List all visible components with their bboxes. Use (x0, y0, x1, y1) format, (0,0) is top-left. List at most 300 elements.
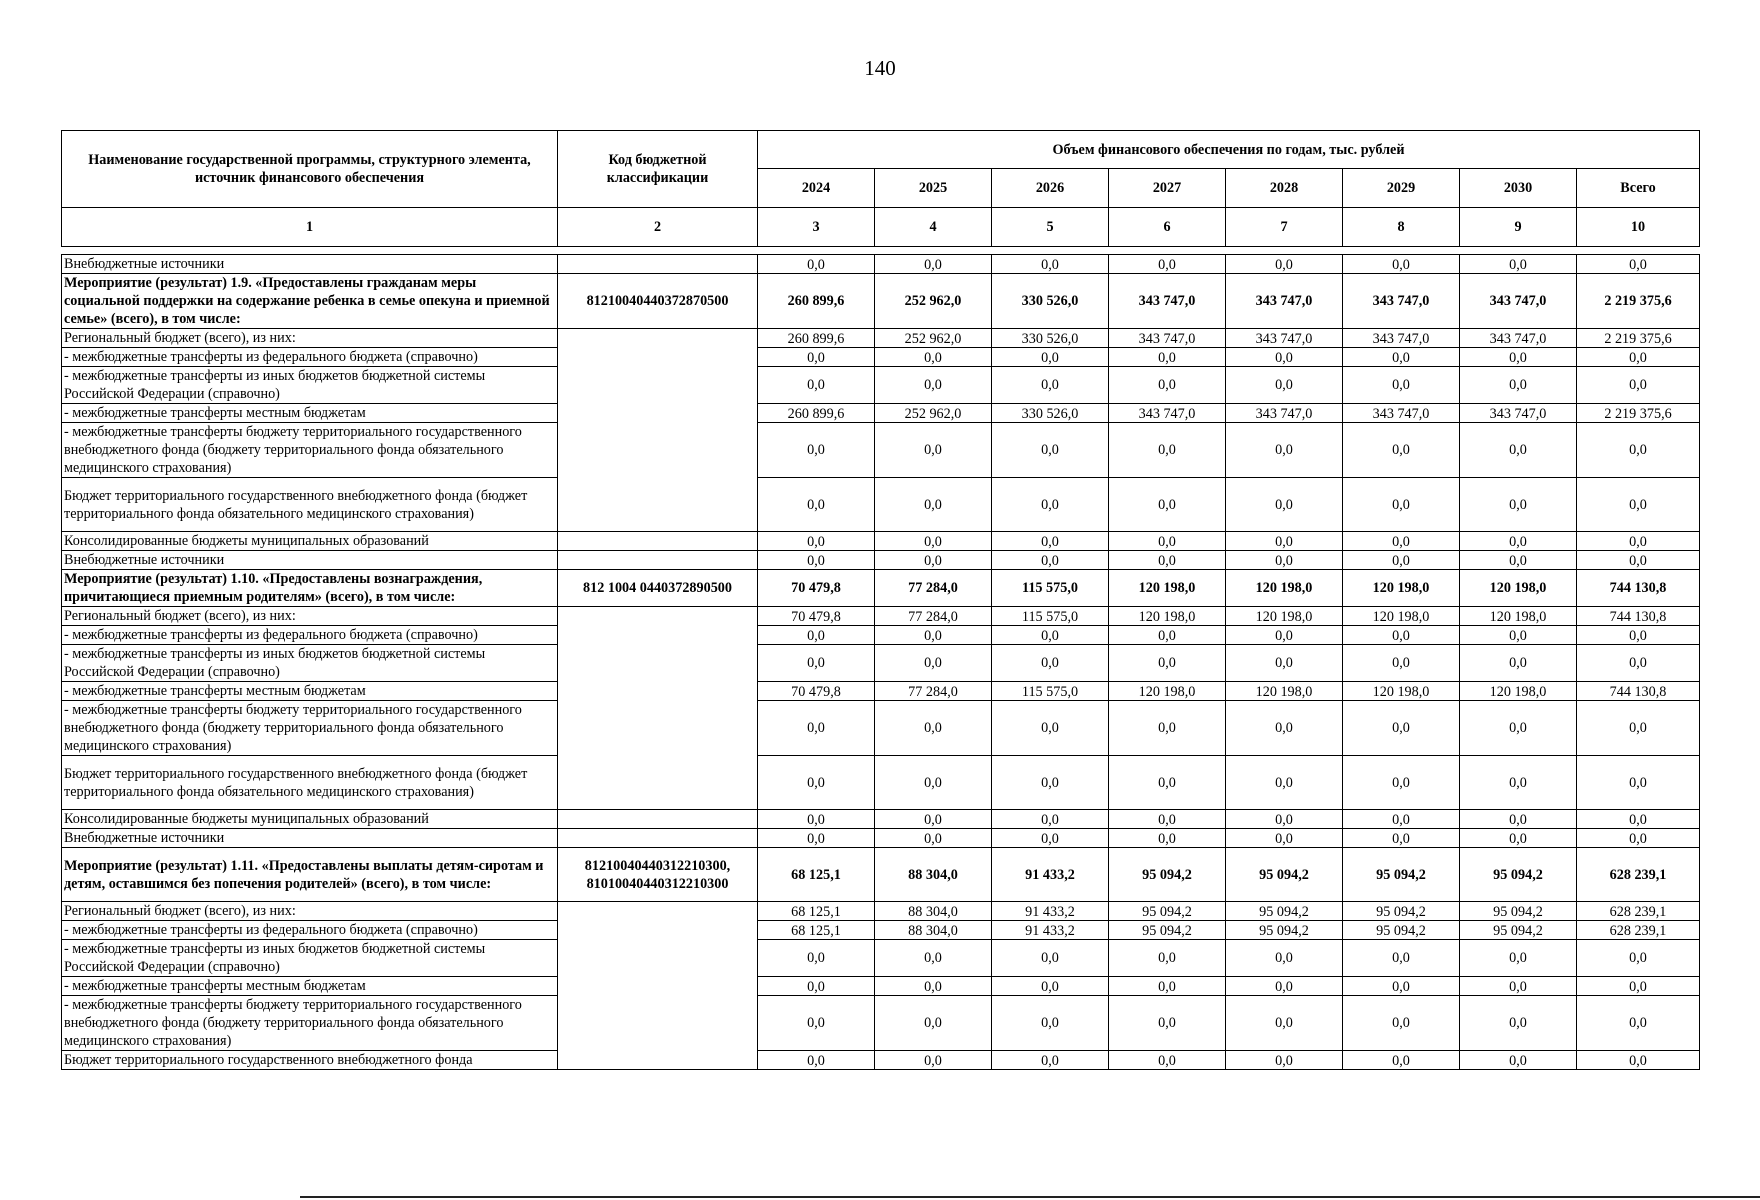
row-value: 343 747,0 (1109, 274, 1226, 329)
row-value: 744 130,8 (1577, 607, 1700, 626)
row-value: 0,0 (1109, 255, 1226, 274)
row-value: 343 747,0 (1343, 404, 1460, 423)
row-value: 0,0 (1343, 478, 1460, 532)
row-value: 0,0 (1343, 255, 1460, 274)
row-name: - межбюджетные трансферты из федерального бюджета (справочно) (62, 626, 558, 645)
row-value: 0,0 (1577, 255, 1700, 274)
row-name: Бюджет территориального государственного внебюджетного фонда (62, 1051, 558, 1070)
row-code (558, 404, 758, 423)
header-volume: Объем финансового обеспечения по годам, тыс. рублей (758, 131, 1700, 169)
row-value: 77 284,0 (875, 607, 992, 626)
row-value: 70 479,8 (758, 570, 875, 607)
row-value: 0,0 (1577, 756, 1700, 810)
table-row (62, 255, 1700, 274)
row-value: 330 526,0 (992, 404, 1109, 423)
row-value: 628 239,1 (1577, 848, 1700, 902)
header-col-number: 4 (875, 208, 992, 247)
row-value: 0,0 (875, 423, 992, 478)
row-name: - межбюджетные трансферты из иных бюджетов бюджетной системы Российской Федерации (справочно) (62, 940, 558, 977)
row-value: 0,0 (1460, 645, 1577, 682)
header-col-number: 7 (1226, 208, 1343, 247)
row-value: 0,0 (758, 423, 875, 478)
row-value: 0,0 (1226, 977, 1343, 996)
row-value: 0,0 (758, 1051, 875, 1070)
row-name: Мероприятие (результат) 1.10. «Предоставлены вознаграждения, причитающиеся приемным родителям» (всего), в том числе: (62, 570, 558, 607)
row-value: 0,0 (875, 348, 992, 367)
row-value: 0,0 (1460, 940, 1577, 977)
row-value: 0,0 (1226, 255, 1343, 274)
table-row (62, 607, 1700, 626)
row-value: 252 962,0 (875, 404, 992, 423)
row-code (558, 551, 758, 570)
row-value: 120 198,0 (1226, 607, 1343, 626)
row-value: 120 198,0 (1109, 607, 1226, 626)
header-col-number: 3 (758, 208, 875, 247)
row-value: 120 198,0 (1343, 682, 1460, 701)
row-value: 343 747,0 (1343, 329, 1460, 348)
row-value: 0,0 (1343, 551, 1460, 570)
row-code (558, 977, 758, 996)
row-value: 0,0 (875, 829, 992, 848)
row-value: 0,0 (758, 701, 875, 756)
row-value: 88 304,0 (875, 902, 992, 921)
row-value: 343 747,0 (1343, 274, 1460, 329)
table-body (62, 255, 1700, 1070)
header-col-number: 8 (1343, 208, 1460, 247)
row-value: 0,0 (1460, 478, 1577, 532)
row-name: - межбюджетные трансферты местным бюджетам (62, 682, 558, 701)
row-code (558, 1051, 758, 1070)
row-value: 0,0 (1226, 940, 1343, 977)
table-row (62, 367, 1700, 404)
row-name: - межбюджетные трансферты бюджету территориального государственного внебюджетного фонда (бюджету территориального фонда обязательного медицинского страхования) (62, 996, 558, 1051)
row-value: 115 575,0 (992, 682, 1109, 701)
header-col-number: 10 (1577, 208, 1700, 247)
row-value: 95 094,2 (1460, 902, 1577, 921)
row-name: Внебюджетные источники (62, 255, 558, 274)
row-value: 0,0 (992, 532, 1109, 551)
row-value: 0,0 (1226, 810, 1343, 829)
row-value: 0,0 (992, 701, 1109, 756)
row-value: 0,0 (1343, 423, 1460, 478)
row-code: 81210040440312210300, 81010040440312210300 (558, 848, 758, 902)
row-value: 0,0 (1577, 701, 1700, 756)
row-value: 0,0 (1109, 532, 1226, 551)
row-value: 0,0 (1460, 977, 1577, 996)
row-value: 0,0 (1460, 255, 1577, 274)
row-value: 0,0 (1577, 829, 1700, 848)
row-value: 628 239,1 (1577, 921, 1700, 940)
row-value: 120 198,0 (1226, 570, 1343, 607)
row-value: 0,0 (1343, 756, 1460, 810)
row-value: 0,0 (758, 756, 875, 810)
row-value: 0,0 (1109, 829, 1226, 848)
row-value: 0,0 (875, 478, 992, 532)
row-name: Бюджет территориального государственного внебюджетного фонда (бюджет территориального фонда обязательного медицинского страхования) (62, 478, 558, 532)
row-value: 0,0 (758, 478, 875, 532)
table-row (62, 829, 1700, 848)
row-value: 330 526,0 (992, 274, 1109, 329)
row-value: 0,0 (1109, 756, 1226, 810)
row-value: 0,0 (758, 996, 875, 1051)
row-code (558, 940, 758, 977)
row-value: 0,0 (1577, 977, 1700, 996)
row-value: 0,0 (875, 626, 992, 645)
row-value: 120 198,0 (1109, 682, 1226, 701)
row-value: 68 125,1 (758, 921, 875, 940)
row-code (558, 756, 758, 810)
row-code (558, 423, 758, 478)
row-value: 95 094,2 (1226, 848, 1343, 902)
table-row (62, 682, 1700, 701)
row-value: 95 094,2 (1460, 921, 1577, 940)
row-code (558, 682, 758, 701)
row-value: 0,0 (1577, 645, 1700, 682)
row-code (558, 329, 758, 348)
table-row (62, 645, 1700, 682)
row-value: 95 094,2 (1226, 902, 1343, 921)
row-value: 95 094,2 (1343, 848, 1460, 902)
row-value: 88 304,0 (875, 848, 992, 902)
row-value: 0,0 (758, 551, 875, 570)
row-value: 2 219 375,6 (1577, 404, 1700, 423)
row-code (558, 810, 758, 829)
row-value: 91 433,2 (992, 848, 1109, 902)
row-value: 0,0 (1343, 996, 1460, 1051)
row-value: 0,0 (992, 940, 1109, 977)
row-value: 0,0 (758, 255, 875, 274)
row-value: 343 747,0 (1109, 329, 1226, 348)
row-value: 343 747,0 (1226, 329, 1343, 348)
row-value: 95 094,2 (1109, 921, 1226, 940)
row-code (558, 348, 758, 367)
row-name: Внебюджетные источники (62, 829, 558, 848)
row-value: 0,0 (1109, 996, 1226, 1051)
table-row (62, 626, 1700, 645)
header-col-number: 6 (1109, 208, 1226, 247)
row-value: 0,0 (875, 367, 992, 404)
header-year: 2026 (992, 169, 1109, 208)
row-name: - межбюджетные трансферты из иных бюджетов бюджетной системы Российской Федерации (справочно) (62, 367, 558, 404)
row-value: 0,0 (758, 977, 875, 996)
row-value: 0,0 (992, 810, 1109, 829)
header-col-number: 9 (1460, 208, 1577, 247)
row-value: 0,0 (1226, 551, 1343, 570)
page-bottom-rule (300, 1196, 1760, 1198)
row-value: 91 433,2 (992, 921, 1109, 940)
row-value: 0,0 (1577, 940, 1700, 977)
row-value: 0,0 (758, 940, 875, 977)
row-value: 0,0 (992, 551, 1109, 570)
row-value: 0,0 (992, 829, 1109, 848)
row-value: 0,0 (1343, 645, 1460, 682)
row-value: 0,0 (1343, 348, 1460, 367)
header-year: 2025 (875, 169, 992, 208)
row-value: 120 198,0 (1460, 607, 1577, 626)
row-value: 0,0 (1343, 977, 1460, 996)
table-row (62, 404, 1700, 423)
row-value: 0,0 (1460, 367, 1577, 404)
row-value: 0,0 (875, 701, 992, 756)
row-value: 0,0 (1109, 551, 1226, 570)
row-value: 260 899,6 (758, 329, 875, 348)
table-row (62, 551, 1700, 570)
row-value: 343 747,0 (1226, 404, 1343, 423)
row-value: 330 526,0 (992, 329, 1109, 348)
row-code (558, 532, 758, 551)
row-value: 95 094,2 (1226, 921, 1343, 940)
row-value: 0,0 (1226, 423, 1343, 478)
row-value: 0,0 (992, 977, 1109, 996)
row-value: 0,0 (875, 551, 992, 570)
row-name: - межбюджетные трансферты бюджету территориального государственного внебюджетного фонда (бюджету территориального фонда обязательного медицинского страхования) (62, 423, 558, 478)
row-value: 95 094,2 (1109, 848, 1226, 902)
row-value: 115 575,0 (992, 607, 1109, 626)
row-name: Консолидированные бюджеты муниципальных образований (62, 810, 558, 829)
row-value: 0,0 (1460, 1051, 1577, 1070)
row-value: 68 125,1 (758, 848, 875, 902)
row-value: 2 219 375,6 (1577, 274, 1700, 329)
row-value: 0,0 (758, 367, 875, 404)
row-value: 0,0 (1109, 810, 1226, 829)
row-value: 0,0 (992, 756, 1109, 810)
row-value: 120 198,0 (1343, 607, 1460, 626)
table-row (62, 329, 1700, 348)
row-value: 343 747,0 (1460, 404, 1577, 423)
row-name: Региональный бюджет (всего), из них: (62, 607, 558, 626)
row-value: 0,0 (992, 1051, 1109, 1070)
header-numbers-row (62, 208, 1700, 247)
row-value: 0,0 (992, 645, 1109, 682)
row-name: Внебюджетные источники (62, 551, 558, 570)
row-value: 0,0 (1460, 701, 1577, 756)
row-value: 0,0 (1577, 423, 1700, 478)
row-value: 91 433,2 (992, 902, 1109, 921)
row-code (558, 921, 758, 940)
row-value: 0,0 (1226, 701, 1343, 756)
row-value: 2 219 375,6 (1577, 329, 1700, 348)
row-value: 0,0 (1109, 645, 1226, 682)
row-name: Бюджет территориального государственного внебюджетного фонда (бюджет территориального фонда обязательного медицинского страхования) (62, 756, 558, 810)
row-value: 0,0 (1577, 367, 1700, 404)
row-value: 0,0 (1577, 478, 1700, 532)
row-value: 0,0 (1343, 1051, 1460, 1070)
row-value: 744 130,8 (1577, 682, 1700, 701)
row-value: 0,0 (1109, 701, 1226, 756)
row-value: 0,0 (1460, 829, 1577, 848)
row-value: 0,0 (1577, 626, 1700, 645)
row-name: Мероприятие (результат) 1.11. «Предоставлены выплаты детям-сиротам и детям, оставшимся без попечения родителей» (всего), в том числе: (62, 848, 558, 902)
row-value: 0,0 (1226, 829, 1343, 848)
row-code (558, 255, 758, 274)
header-name: Наименование государственной программы, структурного элемента, источник финансового обеспечения (62, 131, 558, 208)
row-value: 0,0 (1109, 977, 1226, 996)
row-value: 0,0 (1577, 810, 1700, 829)
table-row (62, 423, 1700, 478)
row-value: 0,0 (1109, 423, 1226, 478)
row-value: 0,0 (875, 810, 992, 829)
table-row (62, 756, 1700, 810)
row-name: - межбюджетные трансферты местным бюджетам (62, 404, 558, 423)
row-value: 70 479,8 (758, 682, 875, 701)
row-value: 0,0 (1577, 348, 1700, 367)
table-row (62, 701, 1700, 756)
row-code (558, 645, 758, 682)
row-value: 0,0 (1226, 532, 1343, 551)
row-value: 0,0 (758, 829, 875, 848)
row-code (558, 829, 758, 848)
row-value: 0,0 (1226, 996, 1343, 1051)
row-value: 77 284,0 (875, 570, 992, 607)
row-value: 68 125,1 (758, 902, 875, 921)
row-value: 0,0 (1109, 626, 1226, 645)
row-name: Региональный бюджет (всего), из них: (62, 329, 558, 348)
row-code (558, 701, 758, 756)
row-value: 0,0 (875, 977, 992, 996)
table-row (62, 532, 1700, 551)
header-year: 2027 (1109, 169, 1226, 208)
row-value: 0,0 (1460, 348, 1577, 367)
row-value: 0,0 (1577, 551, 1700, 570)
row-name: - межбюджетные трансферты местным бюджетам (62, 977, 558, 996)
row-value: 0,0 (992, 626, 1109, 645)
table-row (62, 940, 1700, 977)
row-value: 0,0 (758, 626, 875, 645)
row-name: Региональный бюджет (всего), из них: (62, 902, 558, 921)
row-value: 120 198,0 (1343, 570, 1460, 607)
row-value: 0,0 (758, 810, 875, 829)
row-value: 0,0 (1460, 423, 1577, 478)
header-year: 2024 (758, 169, 875, 208)
row-code (558, 478, 758, 532)
row-name: - межбюджетные трансферты из федерального бюджета (справочно) (62, 348, 558, 367)
table-row (62, 810, 1700, 829)
row-value: 95 094,2 (1109, 902, 1226, 921)
row-value: 0,0 (758, 348, 875, 367)
table-row (62, 570, 1700, 607)
row-value: 120 198,0 (1109, 570, 1226, 607)
row-name: - межбюджетные трансферты из иных бюджетов бюджетной системы Российской Федерации (справочно) (62, 645, 558, 682)
row-value: 0,0 (992, 996, 1109, 1051)
row-value: 115 575,0 (992, 570, 1109, 607)
header-year: 2029 (1343, 169, 1460, 208)
row-value: 120 198,0 (1226, 682, 1343, 701)
row-value: 0,0 (1577, 532, 1700, 551)
row-value: 0,0 (1460, 532, 1577, 551)
header-year: Всего (1577, 169, 1700, 208)
row-value: 0,0 (875, 996, 992, 1051)
row-value: 260 899,6 (758, 404, 875, 423)
row-value: 120 198,0 (1460, 570, 1577, 607)
row-value: 0,0 (1460, 810, 1577, 829)
row-value: 120 198,0 (1460, 682, 1577, 701)
table-row (62, 921, 1700, 940)
header-col-number: 2 (558, 208, 758, 247)
row-value: 0,0 (1343, 940, 1460, 977)
header-col-number: 1 (62, 208, 558, 247)
row-value: 628 239,1 (1577, 902, 1700, 921)
row-value: 0,0 (992, 423, 1109, 478)
table-row (62, 478, 1700, 532)
header-code: Код бюджетной классификации (558, 131, 758, 208)
row-value: 0,0 (1226, 1051, 1343, 1070)
row-value: 70 479,8 (758, 607, 875, 626)
row-value: 0,0 (1460, 996, 1577, 1051)
row-value: 0,0 (758, 645, 875, 682)
row-value: 0,0 (1343, 367, 1460, 404)
page-number: 140 (864, 56, 896, 80)
row-value: 0,0 (1460, 626, 1577, 645)
row-value: 744 130,8 (1577, 570, 1700, 607)
table-row (62, 996, 1700, 1051)
table-row (62, 977, 1700, 996)
table-row (62, 848, 1700, 902)
row-code (558, 626, 758, 645)
row-value: 343 747,0 (1226, 274, 1343, 329)
row-value: 0,0 (1343, 810, 1460, 829)
row-value: 0,0 (992, 348, 1109, 367)
row-value: 95 094,2 (1343, 921, 1460, 940)
row-value: 0,0 (875, 1051, 992, 1070)
row-value: 343 747,0 (1109, 404, 1226, 423)
row-value: 0,0 (992, 478, 1109, 532)
row-value: 343 747,0 (1460, 329, 1577, 348)
table-row (62, 348, 1700, 367)
row-value: 95 094,2 (1460, 848, 1577, 902)
row-value: 0,0 (875, 532, 992, 551)
row-value: 0,0 (992, 255, 1109, 274)
row-code (558, 996, 758, 1051)
row-value: 95 094,2 (1343, 902, 1460, 921)
table-row (62, 274, 1700, 329)
table-row (62, 1051, 1700, 1070)
row-code: 812 1004 0440372890500 (558, 570, 758, 607)
row-code (558, 607, 758, 626)
row-value: 0,0 (1343, 532, 1460, 551)
financing-table (61, 130, 1700, 1070)
header-year: 2030 (1460, 169, 1577, 208)
row-value: 0,0 (875, 255, 992, 274)
row-code: 81210040440372870500 (558, 274, 758, 329)
row-value: 0,0 (1226, 348, 1343, 367)
row-value: 0,0 (1226, 645, 1343, 682)
row-value: 88 304,0 (875, 921, 992, 940)
row-value: 0,0 (758, 532, 875, 551)
row-value: 0,0 (1460, 551, 1577, 570)
header-year: 2028 (1226, 169, 1343, 208)
row-value: 343 747,0 (1460, 274, 1577, 329)
row-value: 77 284,0 (875, 682, 992, 701)
row-value: 0,0 (1343, 626, 1460, 645)
row-value: 0,0 (1109, 367, 1226, 404)
table-row (62, 902, 1700, 921)
row-value: 0,0 (1343, 701, 1460, 756)
row-value: 0,0 (1460, 756, 1577, 810)
row-value: 0,0 (1577, 1051, 1700, 1070)
row-value: 0,0 (992, 367, 1109, 404)
row-value: 260 899,6 (758, 274, 875, 329)
row-value: 0,0 (1577, 996, 1700, 1051)
row-value: 0,0 (1109, 348, 1226, 367)
row-code (558, 367, 758, 404)
row-value: 0,0 (1226, 756, 1343, 810)
row-code (558, 902, 758, 921)
row-value: 0,0 (1226, 478, 1343, 532)
row-value: 0,0 (1109, 1051, 1226, 1070)
row-name: Консолидированные бюджеты муниципальных образований (62, 532, 558, 551)
row-name: - межбюджетные трансферты бюджету территориального государственного внебюджетного фонда (бюджету территориального фонда обязательного медицинского страхования) (62, 701, 558, 756)
row-name: Мероприятие (результат) 1.9. «Предоставлены гражданам меры социальной поддержки на содержание ребенка в семье опекуна и приемной семье» (всего), в том числе: (62, 274, 558, 329)
